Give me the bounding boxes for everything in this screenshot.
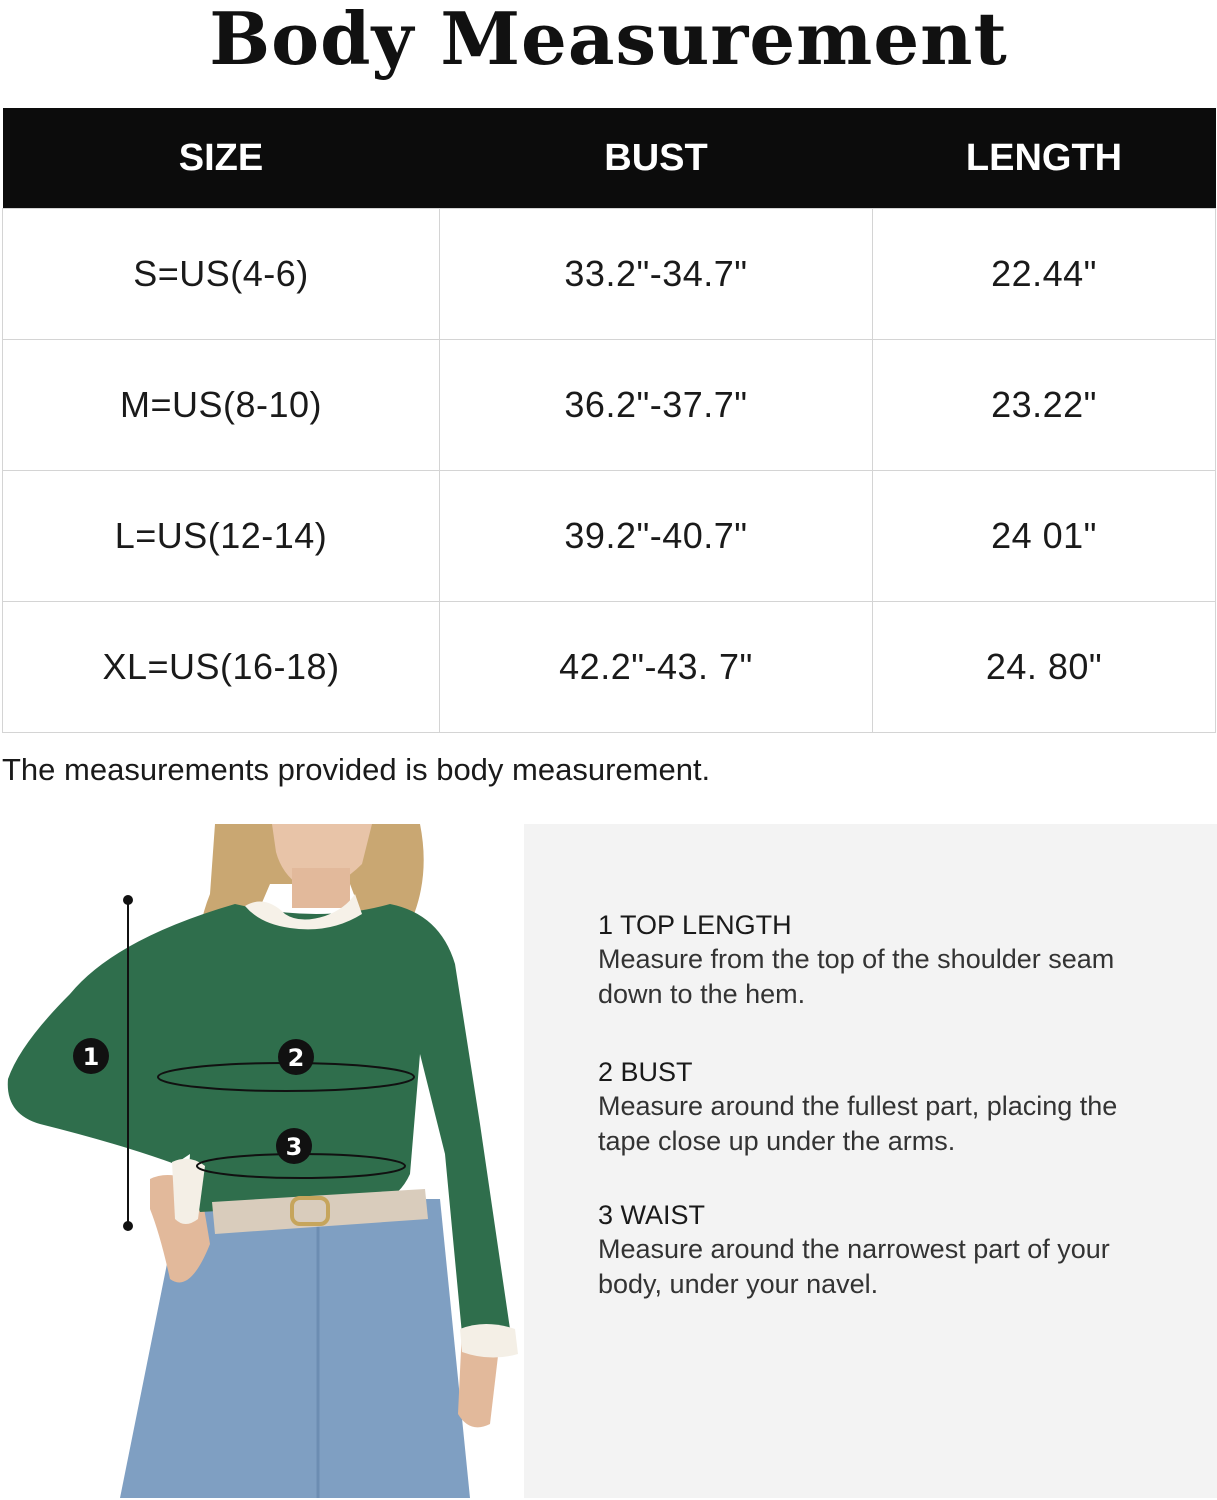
guide-heading: 1 TOP LENGTH	[598, 910, 792, 940]
cell-size: L=US(12-14)	[3, 471, 440, 602]
cell-length: 24. 80"	[873, 602, 1216, 733]
measurement-note: The measurements provided is body measurement.	[2, 752, 711, 787]
cell-bust: 39.2"-40.7"	[440, 471, 873, 602]
marker-2	[278, 1039, 314, 1075]
svg-text:3: 3	[285, 1133, 303, 1161]
measurement-guide-panel	[524, 824, 1217, 1498]
header-size: SIZE	[3, 108, 440, 209]
cell-bust: 42.2"-43. 7"	[440, 602, 873, 733]
guide-heading: 2 BUST	[598, 1057, 693, 1087]
cell-bust: 36.2"-37.7"	[440, 340, 873, 471]
marker-1	[73, 1038, 109, 1074]
length-line-top	[123, 895, 133, 905]
cell-length: 23.22"	[873, 340, 1216, 471]
cell-size: S=US(4-6)	[3, 209, 440, 340]
marker-3	[276, 1128, 312, 1164]
guide-text: Measure from the top of the shoulder seam down to the hem.	[598, 944, 1115, 1009]
guide-text: Measure around the fullest part, placing the tape close up under the arms.	[598, 1091, 1118, 1156]
right-cuff-ruffle	[460, 1324, 518, 1358]
header-bust: BUST	[440, 108, 873, 209]
table-header-row	[3, 108, 1216, 209]
table-row	[3, 209, 1216, 340]
cell-length: 24 01"	[873, 471, 1216, 602]
guide-waist	[598, 1198, 1198, 1302]
cell-size: M=US(8-10)	[3, 340, 440, 471]
cell-size: XL=US(16-18)	[3, 602, 440, 733]
guide-heading: 3 WAIST	[598, 1200, 706, 1230]
svg-text:1: 1	[82, 1043, 100, 1071]
model-photo	[0, 824, 524, 1498]
page-title: Body Measurement	[209, 0, 1008, 81]
table-row	[3, 602, 1216, 733]
model-illustration	[0, 824, 524, 1498]
size-chart-table	[2, 108, 1216, 733]
table-row	[3, 471, 1216, 602]
header-length: LENGTH	[873, 108, 1216, 209]
neck-shape	[292, 868, 350, 908]
guide-bust	[598, 1055, 1198, 1159]
guide-top-length	[598, 908, 1198, 1012]
length-line-bottom	[123, 1221, 133, 1231]
cell-bust: 33.2"-34.7"	[440, 209, 873, 340]
guide-text: Measure around the narrowest part of your body, under your navel.	[598, 1234, 1110, 1299]
table-row	[3, 340, 1216, 471]
cell-length: 22.44"	[873, 209, 1216, 340]
svg-text:2: 2	[287, 1044, 305, 1072]
